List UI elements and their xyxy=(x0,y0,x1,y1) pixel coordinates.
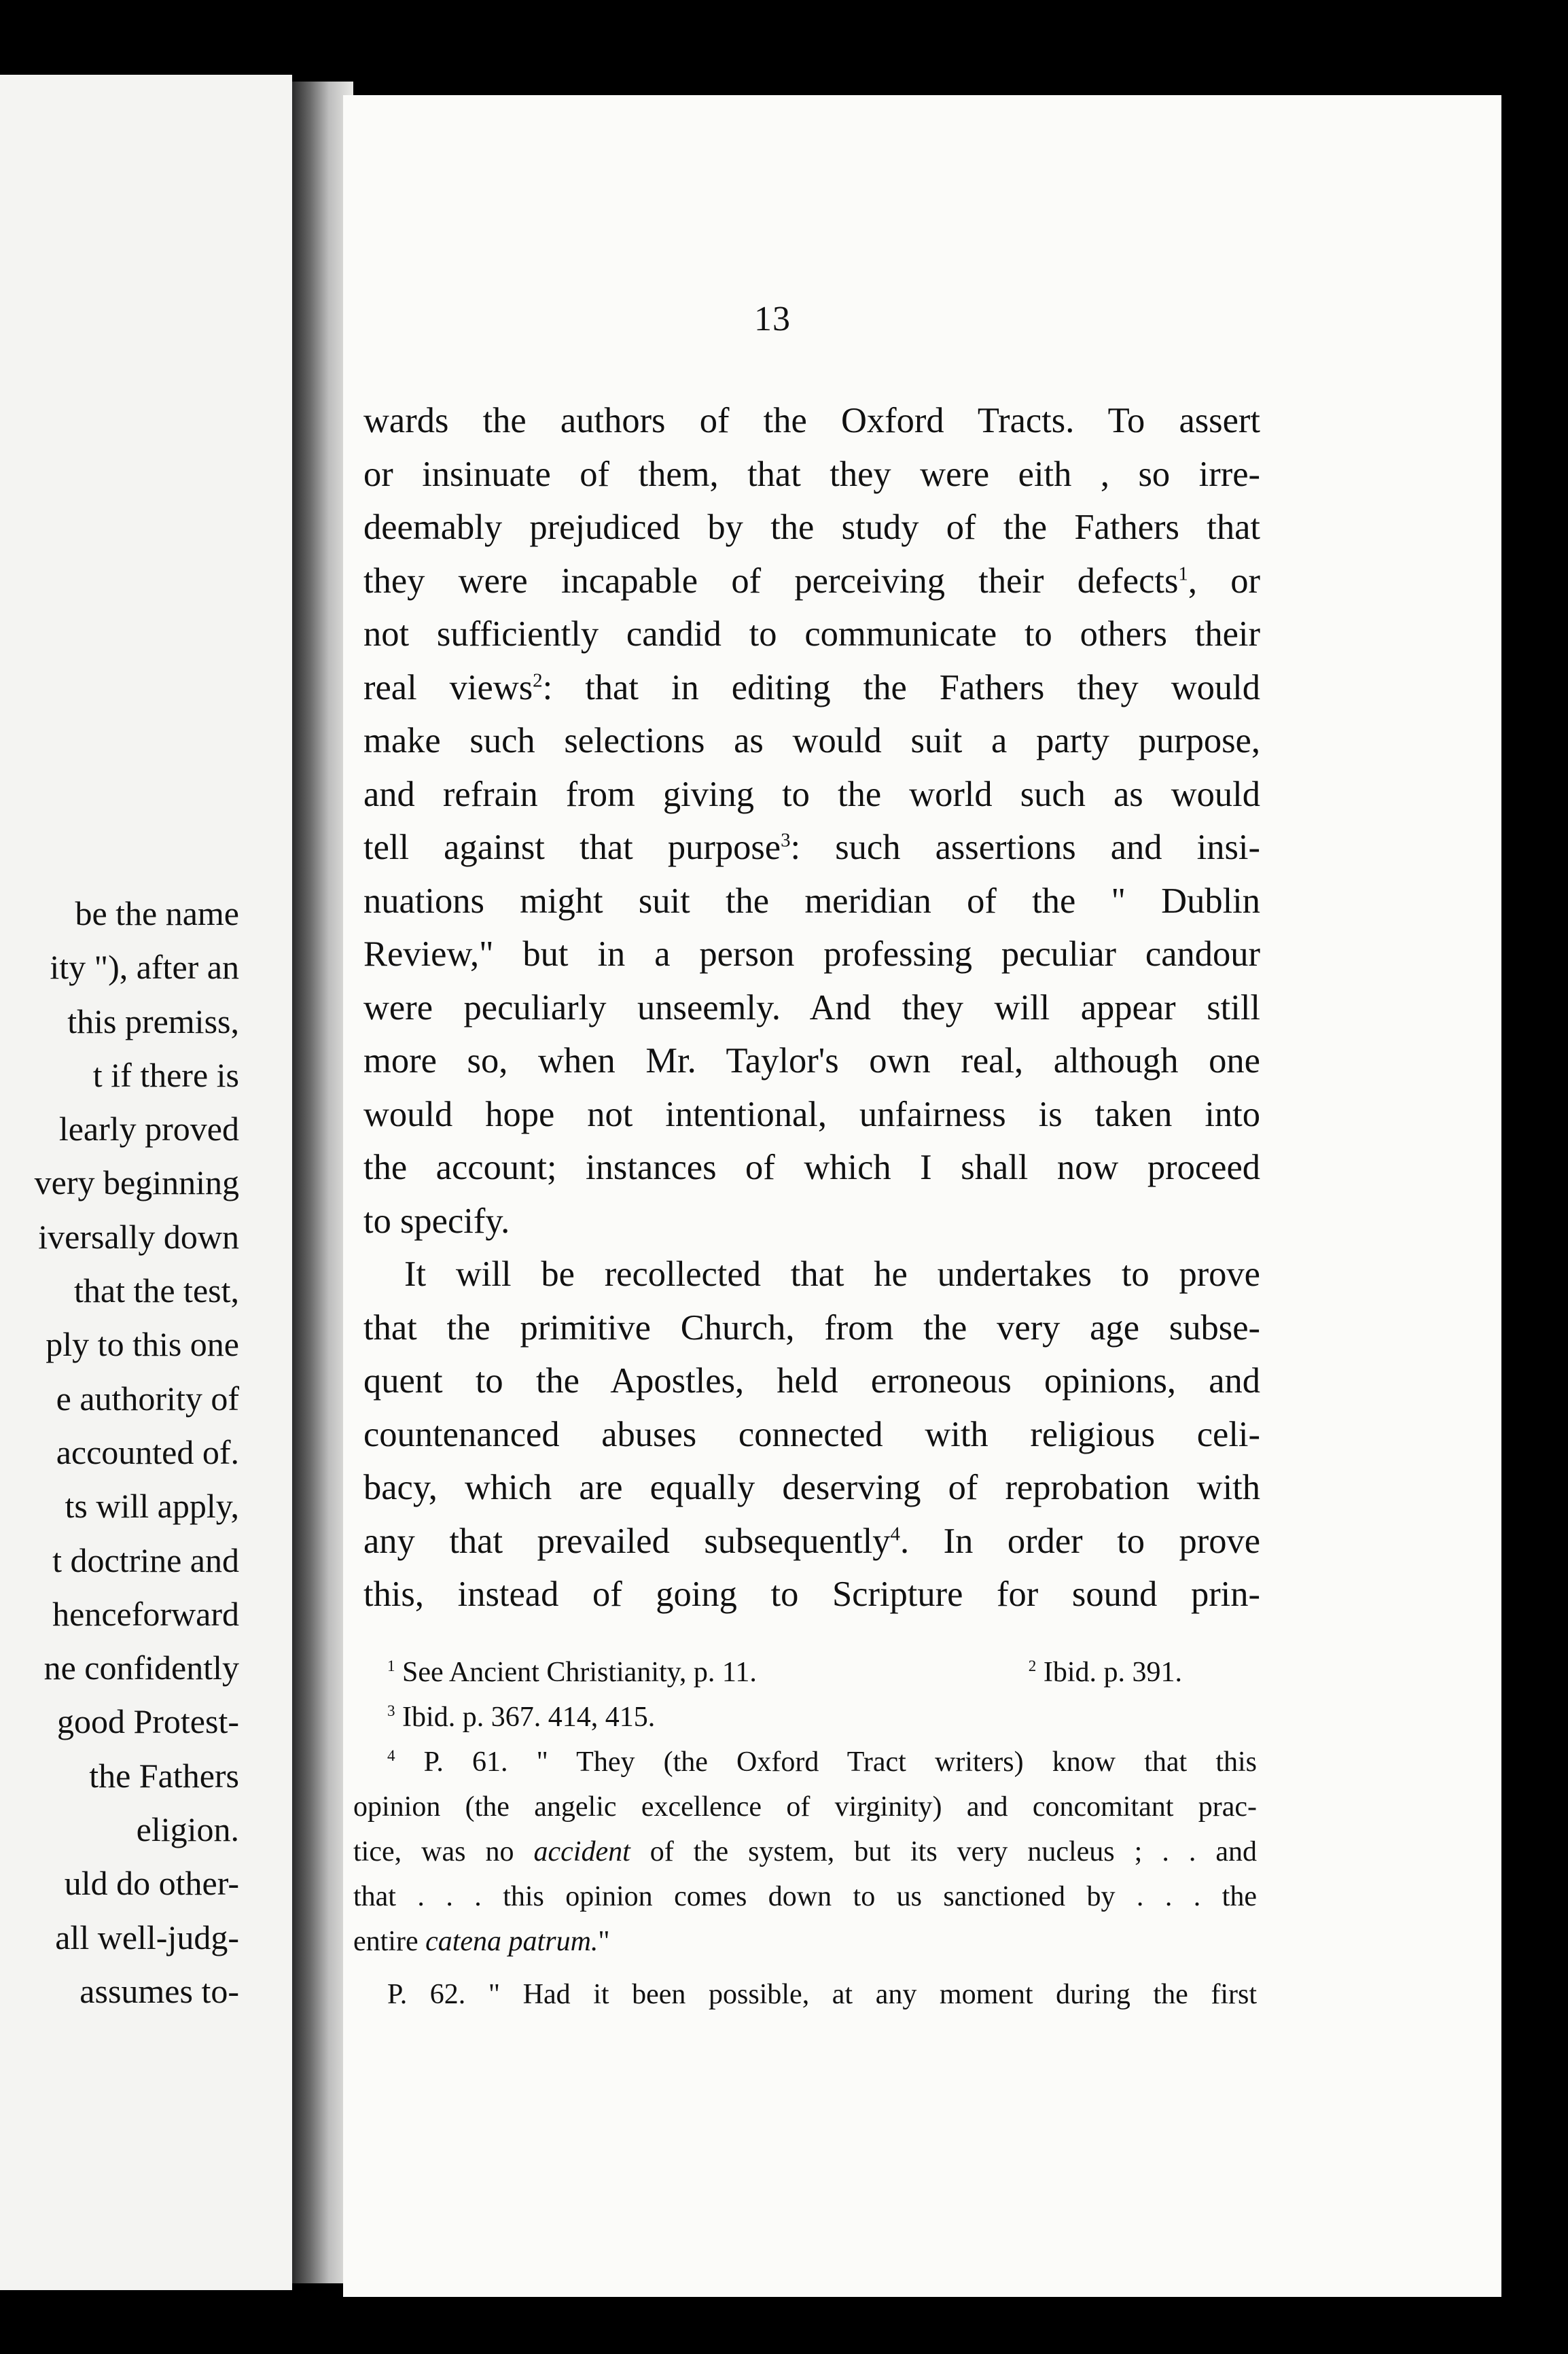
body-line: quent to the Apostles, held erroneous opinions, and xyxy=(363,1361,1260,1401)
left-line: ts will apply, xyxy=(65,1487,239,1526)
left-line: ply to this one xyxy=(46,1325,239,1364)
footnote-ref: 2 xyxy=(533,669,543,691)
body-line xyxy=(363,1515,1260,1568)
left-line: learly proved xyxy=(58,1110,239,1148)
footnote-row xyxy=(353,1650,1257,1695)
left-line: e authority of xyxy=(56,1379,239,1418)
footnote-text: See Ancient Christianity, p. 11. xyxy=(395,1657,757,1688)
body-line: wards the authors of the Oxford Tracts. To assert xyxy=(363,401,1260,440)
body-line: or insinuate of them, that they were eith , so irre- xyxy=(363,454,1260,494)
footnote-mark: 2 xyxy=(1028,1657,1037,1674)
footnote-2 xyxy=(1029,1650,1257,1695)
footnote-text: " xyxy=(598,1926,610,1957)
body-line: the account; instances of which I shall now proceed xyxy=(363,1148,1260,1187)
footnote-text: P. 61. " They (the Oxford Tract writers) know that this xyxy=(395,1746,1257,1778)
left-line: be the name xyxy=(75,894,239,932)
body-line-tail: . In order to prove xyxy=(899,1521,1260,1561)
body-line: not sufficiently candid to communicate to others their xyxy=(363,614,1260,654)
footnote-text: entire xyxy=(353,1926,426,1957)
footnotes xyxy=(353,1650,1257,2017)
footnote-4-line xyxy=(353,1919,1257,1964)
footnote-1 xyxy=(387,1650,757,1695)
left-line: t if there is xyxy=(92,1055,239,1094)
left-line: uld do other- xyxy=(64,1864,239,1903)
body-line: bacy, which are equally deserving of reprobation with xyxy=(363,1468,1260,1507)
body-line xyxy=(363,555,1260,608)
left-line: assumes to- xyxy=(79,1971,239,2010)
page-number: 13 xyxy=(754,300,791,338)
body-line: this, instead of going to Scripture for sound prin- xyxy=(363,1575,1260,1614)
footnote-ref: 4 xyxy=(890,1523,900,1545)
footnote-text: of the system, but its very nucleus ; . . and xyxy=(630,1836,1257,1867)
footnote-5: P. 62. " Had it been possible, at any moment during the first xyxy=(387,1979,1257,2010)
body-line-text: tell against that purpose xyxy=(363,828,781,867)
footnote-mark: 1 xyxy=(387,1657,395,1674)
footnote-4-line: opinion (the angelic excellence of virginity) and concomitant prac- xyxy=(353,1791,1257,1823)
footnote-text: Ibid. p. 367. 414, 415. xyxy=(395,1702,656,1733)
footnote-text: tice, was no xyxy=(353,1836,534,1867)
body-line: It will be recollected that he undertakes to prove xyxy=(404,1254,1260,1294)
left-line: accounted of. xyxy=(56,1433,239,1471)
body-line: would hope not intentional, unfairness is taken into xyxy=(363,1094,1260,1134)
body-line: nuations might suit the meridian of the " Dublin xyxy=(363,881,1260,921)
left-line: ity "), after an xyxy=(50,948,239,987)
body-line: deemably prejudiced by the study of the Fathers that xyxy=(363,508,1260,547)
body-line: Review," but in a person professing peculiar candour xyxy=(363,934,1260,974)
footnote-ref: 1 xyxy=(1178,563,1188,584)
body-line-text: real views xyxy=(363,667,533,707)
body-line: were peculiarly unseemly. And they will appear still xyxy=(363,987,1260,1027)
footnote-mark: 3 xyxy=(387,1702,395,1719)
body-line xyxy=(363,821,1260,875)
footnote-ref: 3 xyxy=(781,829,791,851)
footnote-emphasis: accident xyxy=(533,1836,630,1867)
footnote-emphasis: catena patrum. xyxy=(425,1926,599,1957)
left-line: the Fathers xyxy=(89,1756,239,1795)
body-line: more so, when Mr. Taylor's own real, although one xyxy=(363,1041,1260,1081)
footnote-3 xyxy=(353,1695,1257,1740)
body-line-tail: : that in editing the Fathers they would xyxy=(542,667,1260,707)
left-page-text xyxy=(0,887,239,2018)
left-line: iversally down xyxy=(38,1217,239,1256)
body-line-text: any that prevailed subsequently xyxy=(363,1521,891,1561)
body-line-tail: : such assertions and insi- xyxy=(790,828,1260,867)
footnote-4-line xyxy=(353,1740,1257,1785)
left-line: very beginning xyxy=(34,1163,239,1202)
body-line: to specify. xyxy=(363,1201,510,1241)
footnote-4-line xyxy=(353,1829,1257,1874)
left-line: eligion. xyxy=(136,1810,239,1849)
left-line: all well-judg- xyxy=(55,1918,239,1956)
footnote-mark: 4 xyxy=(387,1746,395,1764)
body-line-text: they were incapable of perceiving their defects xyxy=(363,561,1179,601)
left-page xyxy=(0,75,292,2290)
body-line: that the primitive Church, from the very age subse- xyxy=(363,1307,1260,1348)
left-line: this premiss, xyxy=(67,1002,239,1040)
body-line: make such selections as would suit a party purpose, xyxy=(363,721,1260,760)
left-line: that the test, xyxy=(74,1271,239,1310)
left-line: good Protest- xyxy=(56,1702,239,1741)
left-line: ne confidently xyxy=(43,1649,239,1687)
body-line: and refrain from giving to the world such as would xyxy=(363,774,1260,814)
body-text xyxy=(363,394,1260,1621)
body-line xyxy=(363,661,1260,715)
body-line-tail: , or xyxy=(1188,561,1260,601)
left-line: henceforward xyxy=(52,1594,239,1633)
left-line: t doctrine and xyxy=(52,1541,239,1579)
footnote-4-line: that . . . this opinion comes down to us sanctioned by . . . the xyxy=(353,1881,1257,1912)
body-line: countenanced abuses connected with religious celi- xyxy=(363,1414,1260,1454)
footnote-text: Ibid. p. 391. xyxy=(1036,1657,1182,1688)
